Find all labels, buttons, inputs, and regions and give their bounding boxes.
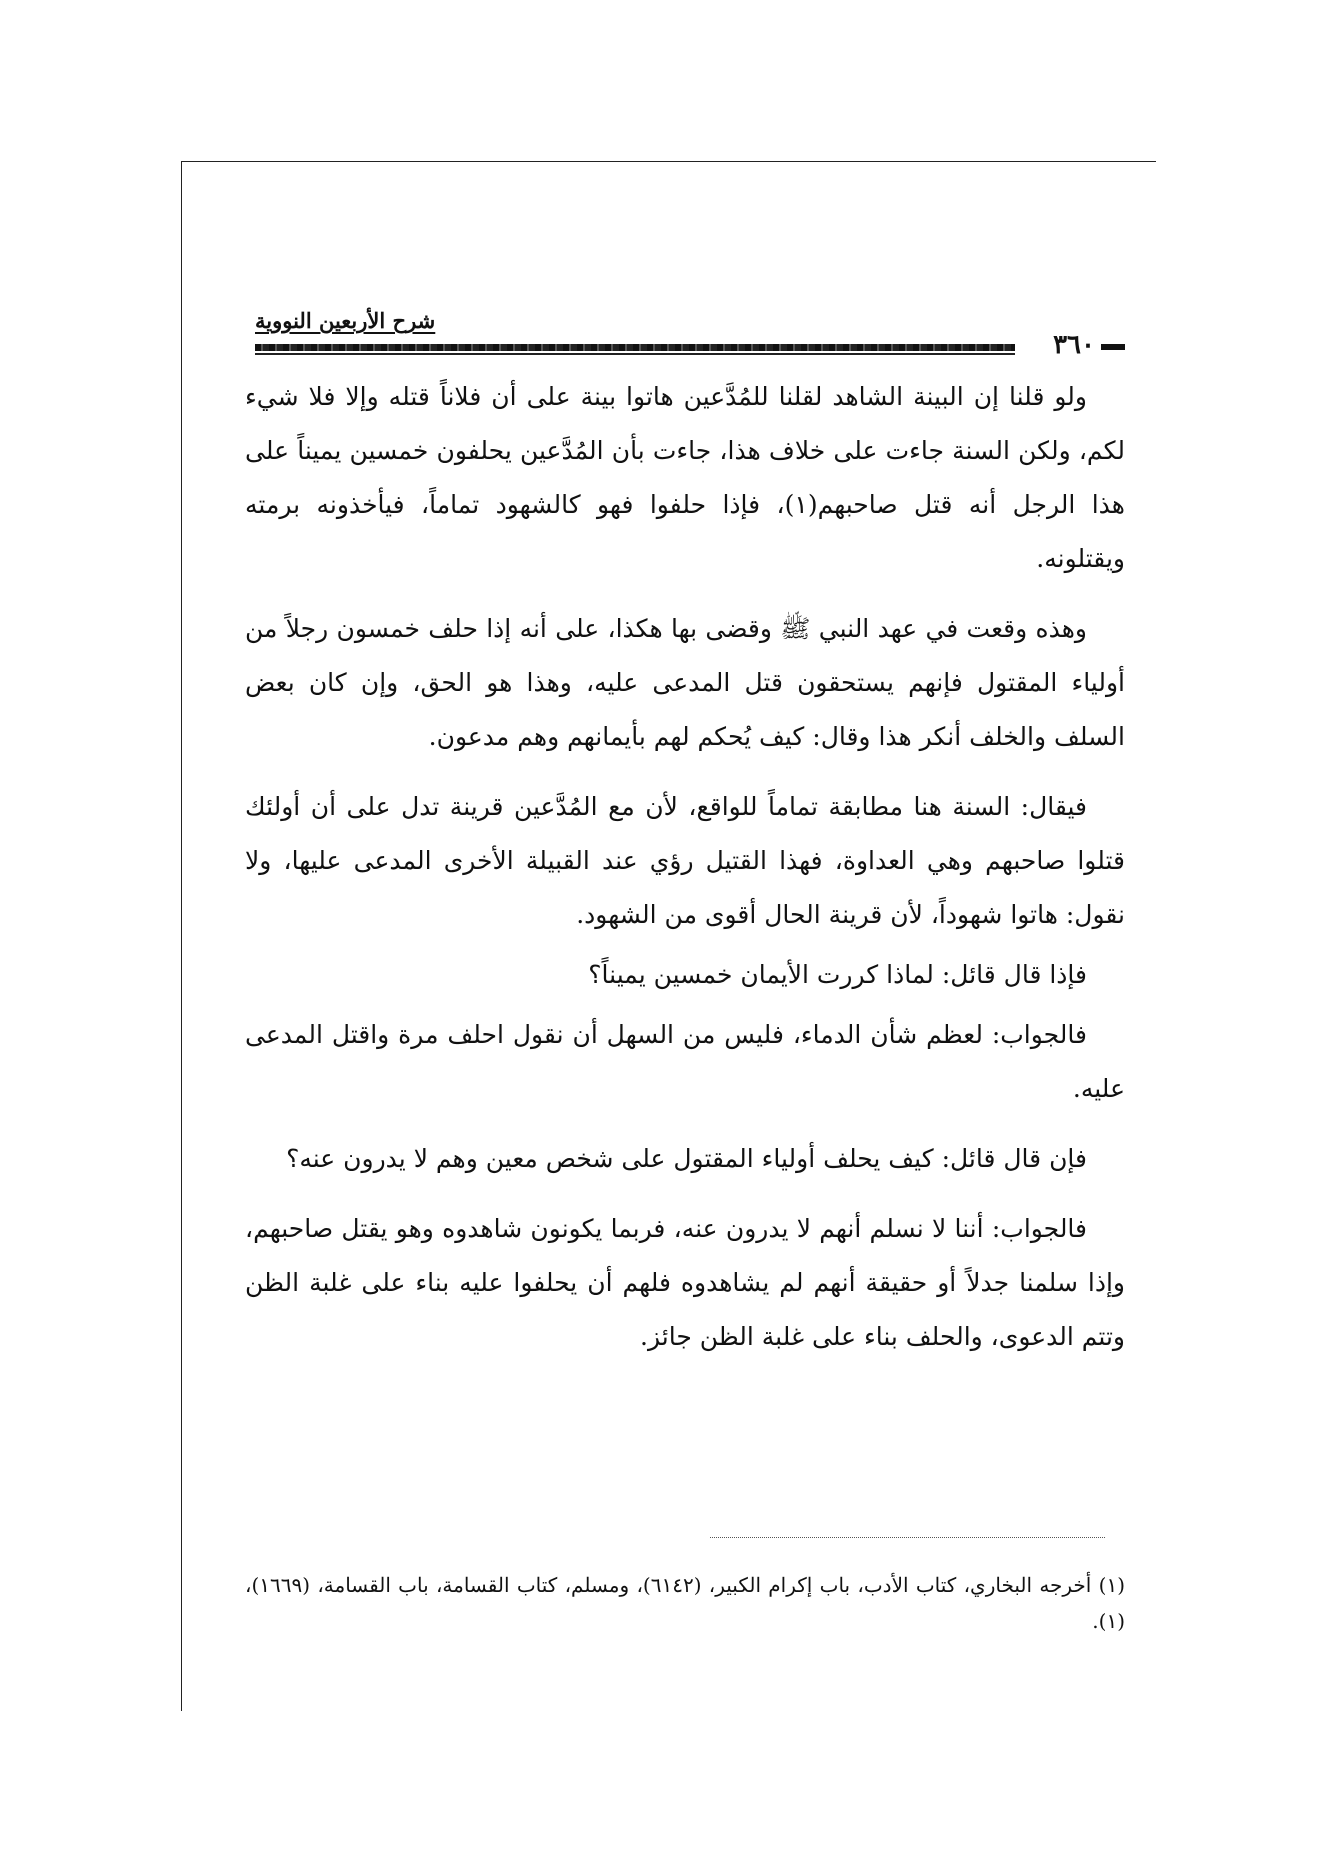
paragraph: فإن قال قائل: كيف يحلف أولياء المقتول على شخص معين وهم لا يدرون عنه؟ <box>286 1144 1087 1173</box>
paragraph: فالجواب: لعظم شأن الدماء، فليس من السهل أن نقول احلف مرة واقتل المدعى عليه. <box>245 1020 1125 1103</box>
page-number: ٣٦٠ <box>1053 330 1095 360</box>
page-frame-left-rule <box>181 161 182 1711</box>
paragraph: فالجواب: أننا لا نسلم أنهم لا يدرون عنه، فربما يكونون شاهدوه وهو يقتل صاحبهم، وإذا سلمنا جدلاً أو حقيقة أنهم لم يشاهدوه فلهم أن يحلفوا عليه بناء على غلبة الظن وتتم الدعوى، والحلف بناء على غلبة الظن جائز. <box>245 1214 1125 1351</box>
page-header <box>255 300 1125 360</box>
paragraph: ولو قلنا إن البينة الشاهد لقلنا للمُدَّعين هاتوا بينة على أن فلاناً قتله وإلا فلا شيء لكم، ولكن السنة جاءت على خلاف هذا، جاءت بأن المُدَّعين يحلفون خمسين يميناً على هذا الرجل أنه قتل صاحبهم(١)، فإذا حلفوا فهو كالشهود تماماً، فيأخذونه برمته ويقتلونه. <box>245 382 1125 573</box>
page-number-dash <box>1101 344 1125 350</box>
paragraph: وهذه وقعت في عهد النبي ﷺ وقضى بها هكذا، على أنه إذا حلف خمسون رجلاً من أولياء المقتول فإنهم يستحقون قتل المدعى عليه، وهذا هو الحق، وإن كان بعض السلف والخلف أنكر هذا وقال: كيف يُحكم لهم بأيمانهم وهم مدعون. <box>245 614 1125 751</box>
footnote: (١) أخرجه البخاري، كتاب الأدب، باب إكرام الكبير، (٦١٤٢)، ومسلم، كتاب القسامة، باب القسامة، (١٦٦٩)، (١). <box>245 1573 1125 1633</box>
header-thin-rule <box>255 353 1015 355</box>
main-text <box>245 370 1125 1380</box>
header-decorative-rule <box>255 344 1015 351</box>
page-frame-top-rule <box>181 161 1156 162</box>
paragraph: فيقال: السنة هنا مطابقة تماماً للواقع، لأن مع المُدَّعين قرينة تدل على أن أولئك قتلوا صاحبهم وهي العداوة، فهذا القتيل رؤي عند القبيلة الأخرى المدعى عليها، ولا نقول: هاتوا شهوداً، لأن قرينة الحال أقوى من الشهود. <box>245 792 1125 929</box>
running-title: شرح الأربعين النووية <box>255 308 436 333</box>
paragraph: فإذا قال قائل: لماذا كررت الأيمان خمسين يميناً؟ <box>588 960 1087 989</box>
footnote-separator <box>710 1537 1105 1538</box>
